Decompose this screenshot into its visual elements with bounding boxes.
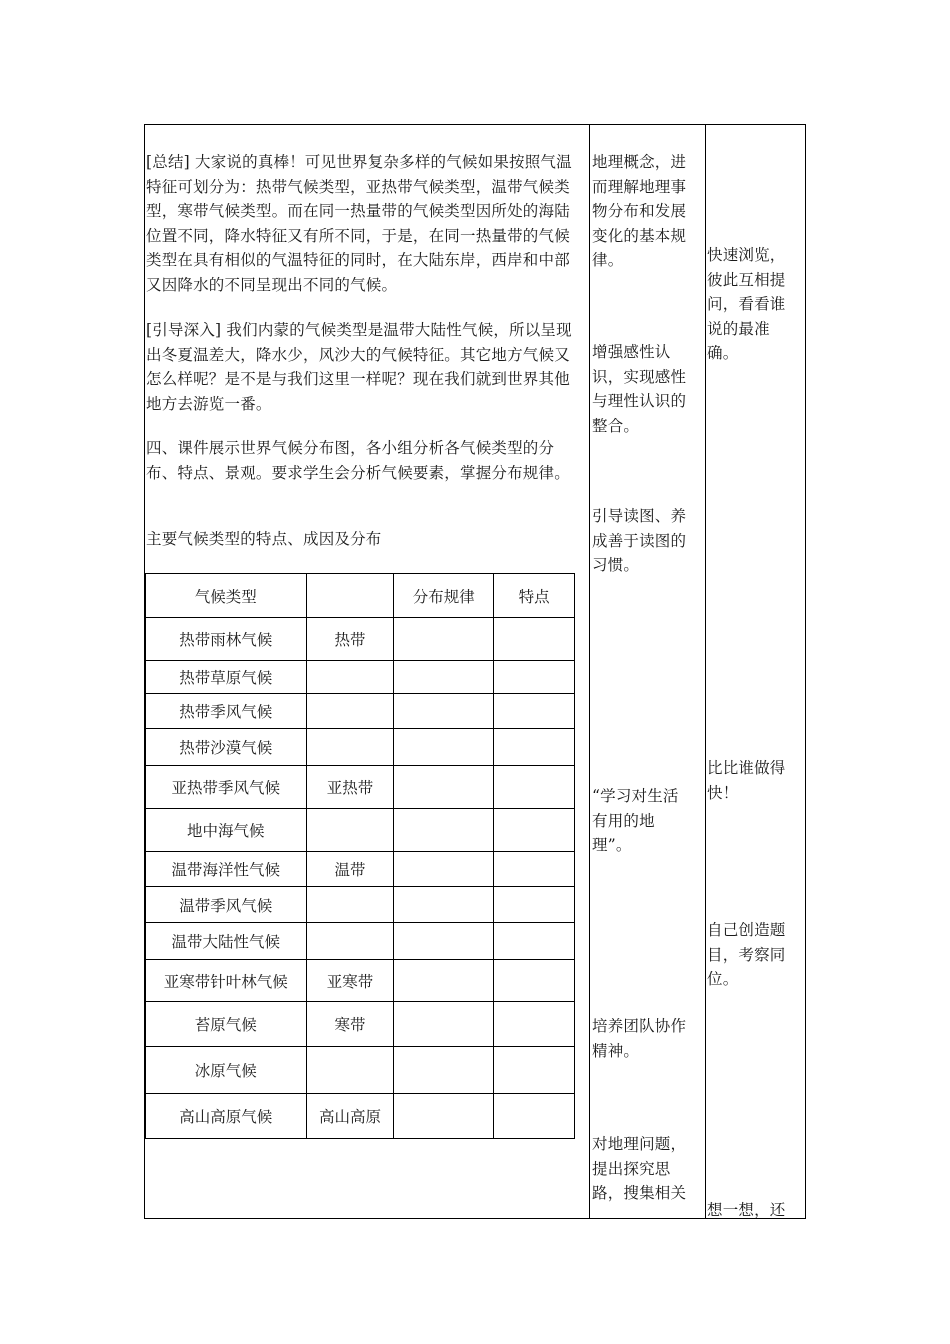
zone-cell — [306, 1047, 394, 1094]
note-line: 位。 — [707, 970, 739, 988]
climate-type-cell: 苔原气候 — [146, 1002, 307, 1047]
table-header-row — [146, 574, 575, 618]
note-line: 整合。 — [592, 416, 640, 435]
zone-cell: 亚寒带 — [306, 960, 394, 1002]
middle-note-3 — [592, 504, 704, 578]
right-note-2 — [707, 756, 803, 805]
climate-type-cell: 热带季风气候 — [146, 694, 307, 729]
note-line: 识，实现感性 — [592, 367, 687, 386]
note-line: 提出探究思 — [592, 1159, 671, 1178]
step4-block — [146, 436, 584, 485]
distribution-cell — [394, 1002, 494, 1047]
note-line: 而理解地理事 — [592, 177, 687, 196]
note-line: 路，搜集相关 — [592, 1184, 687, 1202]
table-row — [146, 1002, 575, 1047]
distribution-cell — [394, 661, 494, 694]
climate-type-cell: 亚寒带针叶林气候 — [146, 960, 307, 1002]
distribution-cell — [394, 694, 494, 729]
guide-block — [146, 318, 584, 416]
features-cell — [494, 766, 575, 809]
note-line: 引导读图、养 — [592, 507, 687, 525]
climate-type-cell: 冰原气候 — [146, 1047, 307, 1094]
note-line: 确。 — [707, 344, 739, 362]
features-cell — [494, 618, 575, 661]
climate-type-cell: 热带沙漠气候 — [146, 729, 307, 766]
header-features: 特点 — [494, 574, 575, 618]
column-divider-1 — [589, 124, 590, 1219]
table-row — [146, 1094, 575, 1139]
features-cell — [494, 661, 575, 694]
note-line: 有用的地 — [592, 811, 655, 830]
table-row — [146, 887, 575, 923]
note-line: 比比谁做得 — [707, 759, 786, 777]
zone-cell — [306, 694, 394, 729]
zone-cell: 亚热带 — [306, 766, 394, 809]
distribution-cell — [394, 766, 494, 809]
distribution-cell — [394, 852, 494, 887]
header-distribution: 分布规律 — [394, 574, 494, 618]
right-note-3 — [707, 918, 803, 992]
column-divider-2 — [705, 124, 706, 1219]
middle-note-6 — [592, 1132, 704, 1206]
right-note-4 — [707, 1198, 803, 1223]
distribution-cell — [394, 809, 494, 852]
note-line: 精神。 — [592, 1041, 640, 1060]
note-line: 成善于读图的 — [592, 531, 687, 550]
zone-cell — [306, 809, 394, 852]
climate-type-cell: 温带季风气候 — [146, 887, 307, 923]
note-line: 变化的基本规 — [592, 226, 687, 245]
note-line: 物分布和发展 — [592, 202, 687, 220]
note-line: 增强感性认 — [592, 343, 671, 361]
climate-type-cell: 热带雨林气候 — [146, 618, 307, 661]
middle-note-2 — [592, 340, 704, 438]
left-column — [146, 150, 584, 297]
features-cell — [494, 1002, 575, 1047]
note-line: 目，考察同 — [707, 945, 786, 964]
distribution-cell — [394, 960, 494, 1002]
note-line: 对地理问题， — [592, 1135, 687, 1153]
table-row — [146, 694, 575, 729]
table-row — [146, 923, 575, 960]
climate-type-cell: 地中海气候 — [146, 809, 307, 852]
summary-paragraph: [总结] 大家说的真棒！可见世界复杂多样的气候如果按照气温特征可划分为：热带气候类型，亚热带气候类型，温带气候类型，寒带气候类型。而在同一热量带的气候类型因所处的海陆位置不同，降水特征又有所不同，于是，在同一热量带的气候类型在具有相似的气温特征的同时，在大陆东岸，西岸和中部又因降水的不同呈现出不同的气候。 — [146, 153, 572, 294]
zone-cell — [306, 729, 394, 766]
note-line: 培养团队协作 — [592, 1017, 687, 1035]
distribution-cell — [394, 887, 494, 923]
note-line: 理”。 — [592, 836, 632, 854]
distribution-cell — [394, 729, 494, 766]
note-line: 彼此互相提 — [707, 270, 786, 289]
middle-note-4 — [592, 784, 704, 858]
table-title-block — [146, 527, 584, 552]
right-note-1 — [707, 243, 803, 366]
distribution-cell — [394, 923, 494, 960]
features-cell — [494, 694, 575, 729]
note-line: 想一想，还 — [707, 1201, 786, 1219]
features-cell — [494, 923, 575, 960]
note-line: 说的最准 — [707, 319, 770, 338]
table-row — [146, 618, 575, 661]
zone-cell — [306, 887, 394, 923]
climate-type-cell: 温带海洋性气候 — [146, 852, 307, 887]
table-row — [146, 1047, 575, 1094]
step4-paragraph: 四、课件展示世界气候分布图，各小组分析各气候类型的分布、特点、景观。要求学生会分析气候要素，掌握分布规律。 — [146, 439, 570, 482]
table-row — [146, 809, 575, 852]
note-line: 习惯。 — [592, 556, 640, 574]
note-line: “学习对生活 — [592, 787, 679, 805]
table-row — [146, 661, 575, 694]
note-line: 地理概念，进 — [592, 153, 687, 171]
table-title: 主要气候类型的特点、成因及分布 — [146, 530, 382, 548]
climate-type-cell: 高山高原气候 — [146, 1094, 307, 1139]
zone-cell — [306, 923, 394, 960]
guide-paragraph: [引导深入] 我们内蒙的气候类型是温带大陆性气候，所以呈现出冬夏温差大，降水少，风沙大的气候特征。其它地方气候又怎么样呢？是不是与我们这里一样呢？现在我们就到世界其他地方去游览一番。 — [146, 321, 572, 413]
note-line: 律。 — [592, 251, 624, 269]
distribution-cell — [394, 618, 494, 661]
note-line: 快！ — [707, 783, 739, 802]
zone-cell: 高山高原 — [306, 1094, 394, 1139]
table-row — [146, 766, 575, 809]
middle-note-1 — [592, 150, 704, 273]
note-line: 快速浏览， — [707, 246, 786, 264]
middle-note-5 — [592, 1014, 704, 1063]
distribution-cell — [394, 1047, 494, 1094]
zone-cell — [306, 661, 394, 694]
features-cell — [494, 852, 575, 887]
climate-table — [145, 573, 575, 1139]
features-cell — [494, 960, 575, 1002]
features-cell — [494, 1094, 575, 1139]
features-cell — [494, 1047, 575, 1094]
climate-type-cell: 温带大陆性气候 — [146, 923, 307, 960]
table-row — [146, 852, 575, 887]
note-line: 与理性认识的 — [592, 392, 687, 410]
header-climate-type: 气候类型 — [146, 574, 307, 618]
note-line: 问，看看谁 — [707, 295, 786, 313]
features-cell — [494, 729, 575, 766]
distribution-cell — [394, 1094, 494, 1139]
zone-cell: 温带 — [306, 852, 394, 887]
climate-type-cell: 亚热带季风气候 — [146, 766, 307, 809]
zone-cell: 寒带 — [306, 1002, 394, 1047]
features-cell — [494, 887, 575, 923]
table-row — [146, 960, 575, 1002]
climate-type-cell: 热带草原气候 — [146, 661, 307, 694]
header-zone — [306, 574, 394, 618]
note-line: 自己创造题 — [707, 921, 786, 939]
zone-cell: 热带 — [306, 618, 394, 661]
table-row — [146, 729, 575, 766]
features-cell — [494, 809, 575, 852]
